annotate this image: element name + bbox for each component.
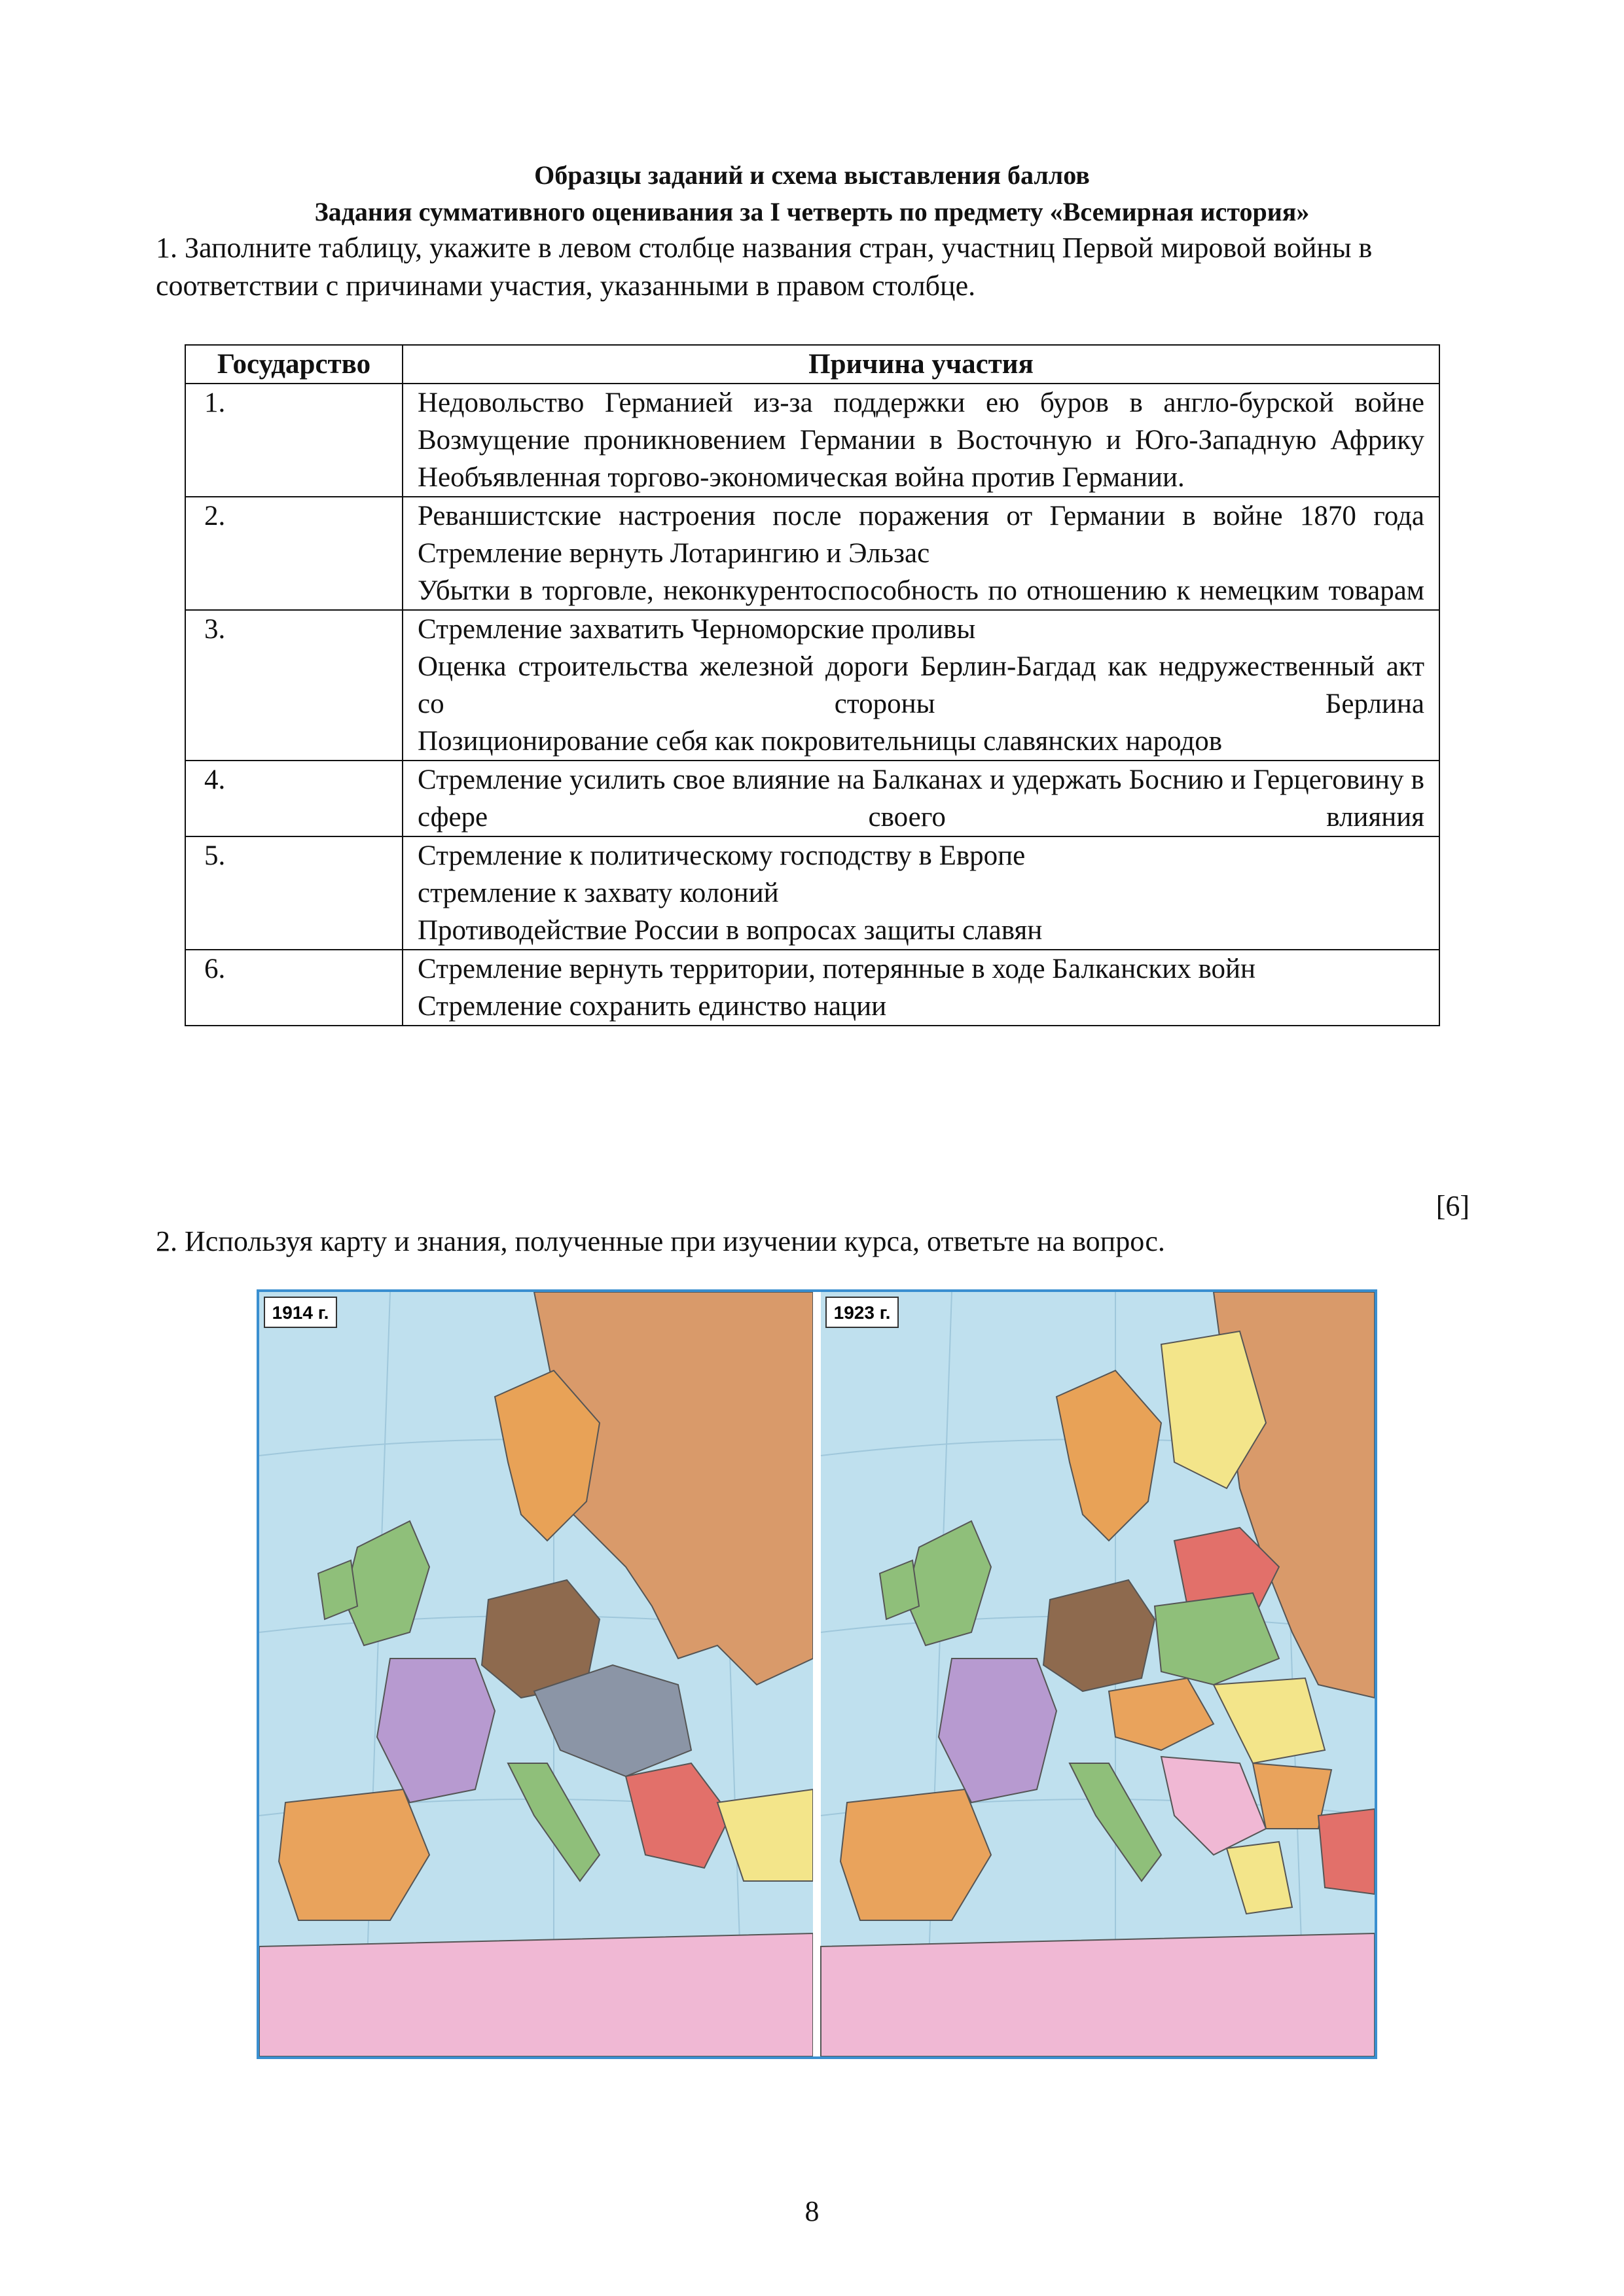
table-header-row xyxy=(185,345,1439,384)
reason-line: Реваншистские настроения после поражения от Германии в войне 1870 года xyxy=(418,501,1424,531)
reasons-table xyxy=(185,344,1440,1026)
reason-line: Убытки в торговле, неконкурентоспособность по отношению к немецким товарам xyxy=(418,575,1424,606)
column-header-state: Государство xyxy=(185,345,403,384)
map-1923-year-label: 1923 г. xyxy=(833,1302,891,1323)
reason-cell xyxy=(403,836,1439,950)
map-1923-germany xyxy=(1043,1580,1155,1691)
reason-line: Необъявленная торгово-экономическая война против Германии. xyxy=(418,462,1185,493)
map-1914-year-label: 1914 г. xyxy=(272,1302,329,1323)
reason-cell xyxy=(403,384,1439,497)
reason-line: Позиционирование себя как покровительницы славянских народов xyxy=(418,726,1223,757)
reason-line: Стремление вернуть Лотарингию и Эльзас xyxy=(418,538,930,569)
reason-line: Противодействие России в вопросах защиты славян xyxy=(418,915,1043,946)
task-2-instructions: 2. Используя карту и знания, полученные при изучении курса, ответьте на вопрос. xyxy=(156,1225,1165,1257)
table-row xyxy=(185,610,1439,761)
reason-line: Стремление усилить свое влияние на Балканах и удержать Боснию и Герцеговину в сфере своего влияния xyxy=(418,764,1424,833)
table-row xyxy=(185,836,1439,950)
table-row xyxy=(185,497,1439,610)
column-header-reason: Причина участия xyxy=(403,345,1439,384)
reason-line: Стремление сохранить единство нации xyxy=(418,991,887,1022)
row-number: 6. xyxy=(185,950,403,1026)
reason-line: стремление к захвату колоний xyxy=(418,878,779,908)
map-1923-north-africa xyxy=(821,1933,1375,2056)
europe-maps-figure xyxy=(257,1289,1377,2059)
reason-cell xyxy=(403,950,1439,1026)
row-number: 1. xyxy=(185,384,403,497)
task-1-instructions: 1. Заполните таблицу, укажите в левом столбце названия стран, участниц Первой мировой войны в соответствии с причинами участия, указанными в правом столбце. xyxy=(156,232,1373,302)
row-number: 3. xyxy=(185,610,403,761)
page-subtitle: Задания суммативного оценивания за I четверть по предмету «Всемирная история» xyxy=(314,197,1310,226)
map-1914-north-africa xyxy=(259,1933,813,2056)
maps-divider xyxy=(813,1292,821,2056)
reason-cell xyxy=(403,497,1439,610)
score-label: [6] xyxy=(1435,1190,1470,1222)
page-title: Образцы заданий и схема выставления баллов xyxy=(534,160,1090,190)
map-1923 xyxy=(821,1292,1375,2056)
row-number: 2. xyxy=(185,497,403,610)
row-number: 4. xyxy=(185,761,403,836)
reason-cell xyxy=(403,761,1439,836)
map-1914 xyxy=(259,1292,813,2056)
row-number: 5. xyxy=(185,836,403,950)
table-row xyxy=(185,950,1439,1026)
table-row xyxy=(185,761,1439,836)
reason-line: Стремление к политическому господству в Европе xyxy=(418,840,1026,871)
reason-line: Возмущение проникновением Германии в Восточную и Юго-Западную Африку xyxy=(418,425,1424,456)
page-number: 8 xyxy=(804,2195,820,2227)
reason-line: Стремление вернуть территории, потерянные в ходе Балканских войн xyxy=(418,954,1256,984)
reason-cell xyxy=(403,610,1439,761)
reason-line: Недовольство Германией из-за поддержки ею буров в англо-бурской войне xyxy=(418,387,1424,418)
europe-maps-svg xyxy=(259,1292,1375,2056)
map-1923-turkey xyxy=(1318,1809,1375,1894)
reason-line: Оценка строительства железной дороги Берлин-Багдад как недружественный акт со стороны Берлина xyxy=(418,651,1424,719)
table-row xyxy=(185,384,1439,497)
reason-line: Стремление захватить Черноморские проливы xyxy=(418,614,976,645)
